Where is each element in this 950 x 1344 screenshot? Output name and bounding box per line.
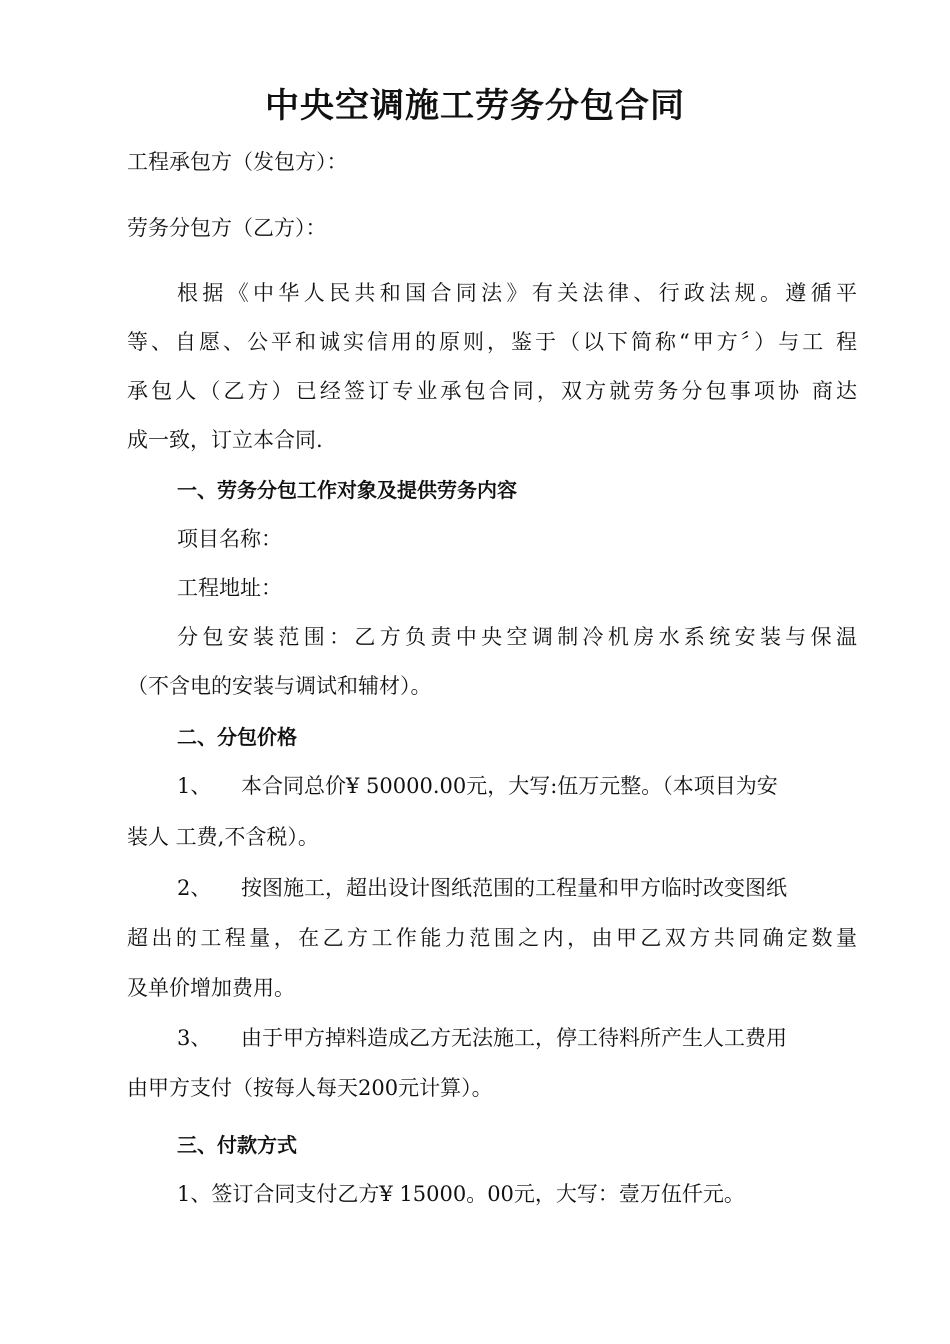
payment-item-1: 1、签订合同支付乙方¥ 15000。00元，大写：壹万伍仟元。 <box>177 1182 745 1206</box>
item-number: 3、 <box>177 1026 212 1050</box>
price-item-1-cont: 装人 工费,不含税）。 <box>127 825 319 849</box>
page-title: 中央空调施工劳务分包合同 <box>265 86 685 126</box>
preamble-line: 承包人（乙方）已经签订专业承包合同，双方就劳务分包事项协 商达 <box>127 379 857 403</box>
project-name-label: 项目名称： <box>177 527 282 551</box>
price-item-3 <box>177 1023 857 1053</box>
item-number: 2、 <box>177 876 212 900</box>
section3-heading: 三、付款方式 <box>177 1133 297 1157</box>
project-address-label: 工程地址： <box>177 576 282 600</box>
price-item-2 <box>177 873 857 903</box>
preamble-line: 等、自愿、公平和诚实信用的原则，鉴于（以下简称“甲方〞）与工 程 <box>127 330 857 354</box>
price-item-3-cont: 由甲方支付（按每人每天200元计算）。 <box>127 1076 493 1100</box>
contractor-party-label: 工程承包方（发包方）： <box>127 150 348 174</box>
price-item-2-cont: 超出的工程量，在乙方工作能力范围之内，由甲乙双方共同确定数量 <box>127 926 857 950</box>
item-number: 1、 <box>177 774 212 798</box>
preamble-line: 根据《中华人民共和国合同法》有关法律、行政法规。遵循平 <box>177 281 857 305</box>
item-text: 本合同总价¥ 50000.00元，大写:伍万元整。（本项目为安 <box>241 774 778 798</box>
item-text: 由于甲方掉料造成乙方无法施工，停工待料所产生人工费用 <box>241 1026 787 1050</box>
scope-line: （不含电的安装与调试和辅材）。 <box>127 674 432 698</box>
section2-heading: 二、分包价格 <box>177 725 297 749</box>
price-item-1 <box>177 771 857 801</box>
item-text: 按图施工，超出设计图纸范围的工程量和甲方临时改变图纸 <box>241 876 787 900</box>
section1-heading: 一、劳务分包工作对象及提供劳务内容 <box>177 478 517 502</box>
preamble-line: 成一致，订立本合同. <box>127 428 323 452</box>
price-item-2-cont: 及单价增加费用。 <box>127 976 295 1000</box>
scope-line: 分包安装范围：乙方负责中央空调制冷机房水系统安装与保温 <box>177 625 857 649</box>
subcontractor-party-label: 劳务分包方（乙方）： <box>127 216 327 240</box>
